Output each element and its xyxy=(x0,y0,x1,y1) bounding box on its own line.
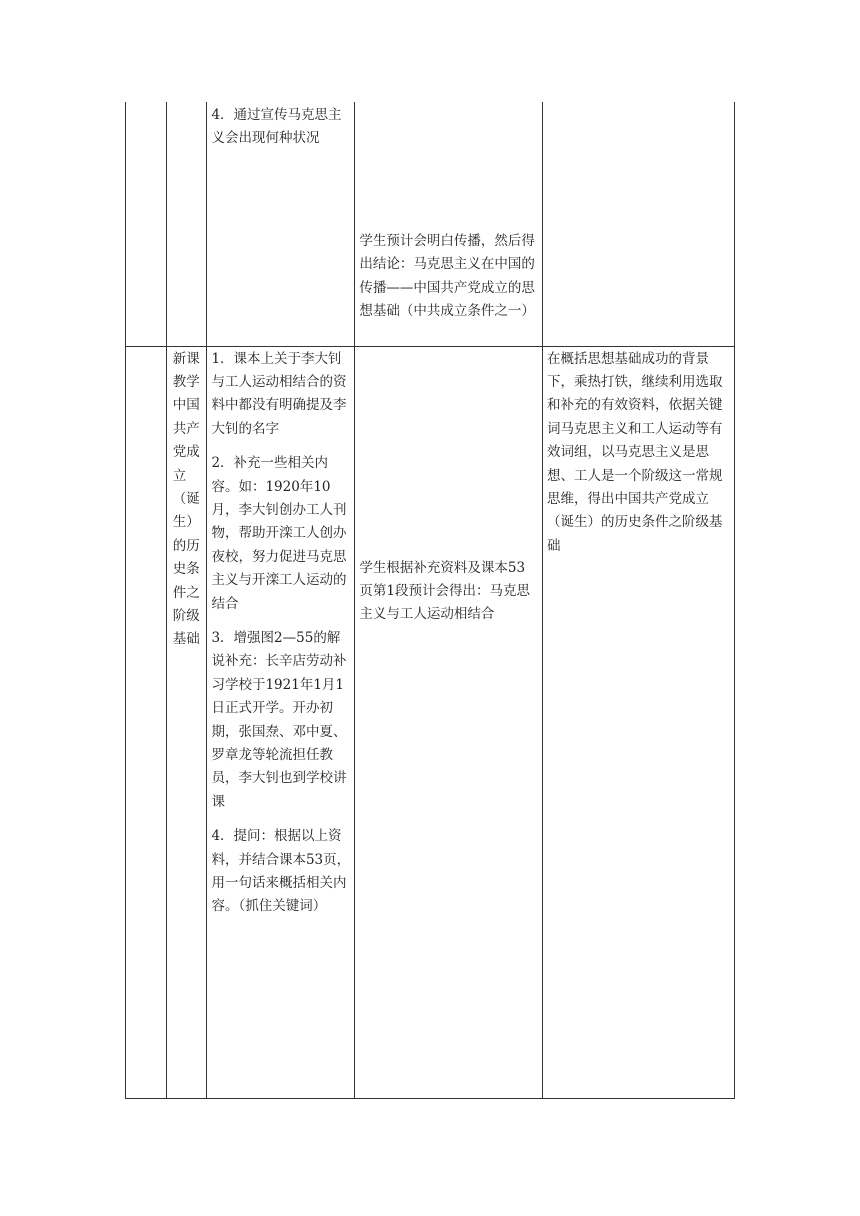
student-activity-text: 学生根据补充资料及课本53页第1段预计会得出：马克思主义与工人运动相结合 xyxy=(359,559,531,623)
stage-cell xyxy=(166,102,207,346)
outer-column-cell xyxy=(126,102,167,346)
teacher-item: 4．提问：根据以上资料，并结合课本53页，用一句话来概括相关内容。（抓住关键词） xyxy=(211,828,351,915)
design-intent-cell xyxy=(543,346,735,1098)
design-intent-cell xyxy=(543,102,735,346)
teacher-item: 2．补充一些相关内容。如：1920年10月，李大钊创办工人刊物，帮助开滦工人创办夜校，努力促进马克思主义与开滦工人运动的结合 xyxy=(211,455,347,612)
table-row xyxy=(126,346,735,1098)
stage-cell xyxy=(166,346,207,1098)
student-activity-text: 学生预计会明白传播，然后得出结论：马克思主义在中国的传播——中国共产党成立的思想基础（中共成立条件之一） xyxy=(359,233,535,320)
outer-column-cell xyxy=(126,346,167,1098)
student-activity-cell xyxy=(355,102,543,346)
lesson-plan-table xyxy=(125,102,735,1099)
teacher-activity-cell xyxy=(207,102,355,346)
teacher-item: 3．增强图2—55的解说补充：长辛店劳动补习学校于1921年1月1日正式开学。开办初期，张国焘、邓中夏、罗章龙等轮流担任教员，李大钊也到学校讲课 xyxy=(211,629,347,810)
student-activity-cell xyxy=(355,346,543,1098)
teacher-item: 1．课本上关于李大钊与工人运动相结合的资料中都没有明确提及李大钊的名字 xyxy=(211,350,347,437)
design-intent-text: 在概括思想基础成功的背景下，乘热打铁，继续利用选取和补充的有效资料，依据关键词马克思主义和工人运动等有效词组，以马克思主义是思想、工人是一个阶级这一常规思维，得出中国共产党成立（诞生）的历史条件之阶级基础 xyxy=(547,350,723,554)
teacher-activity-cell xyxy=(207,346,355,1098)
table-row xyxy=(126,102,735,346)
teacher-item: 4．通过宣传马克思主义会出现何种状况 xyxy=(211,107,342,147)
stage-text: 新课教学中国共产党成立（诞生）的历史条件之阶级基础 xyxy=(172,350,200,648)
